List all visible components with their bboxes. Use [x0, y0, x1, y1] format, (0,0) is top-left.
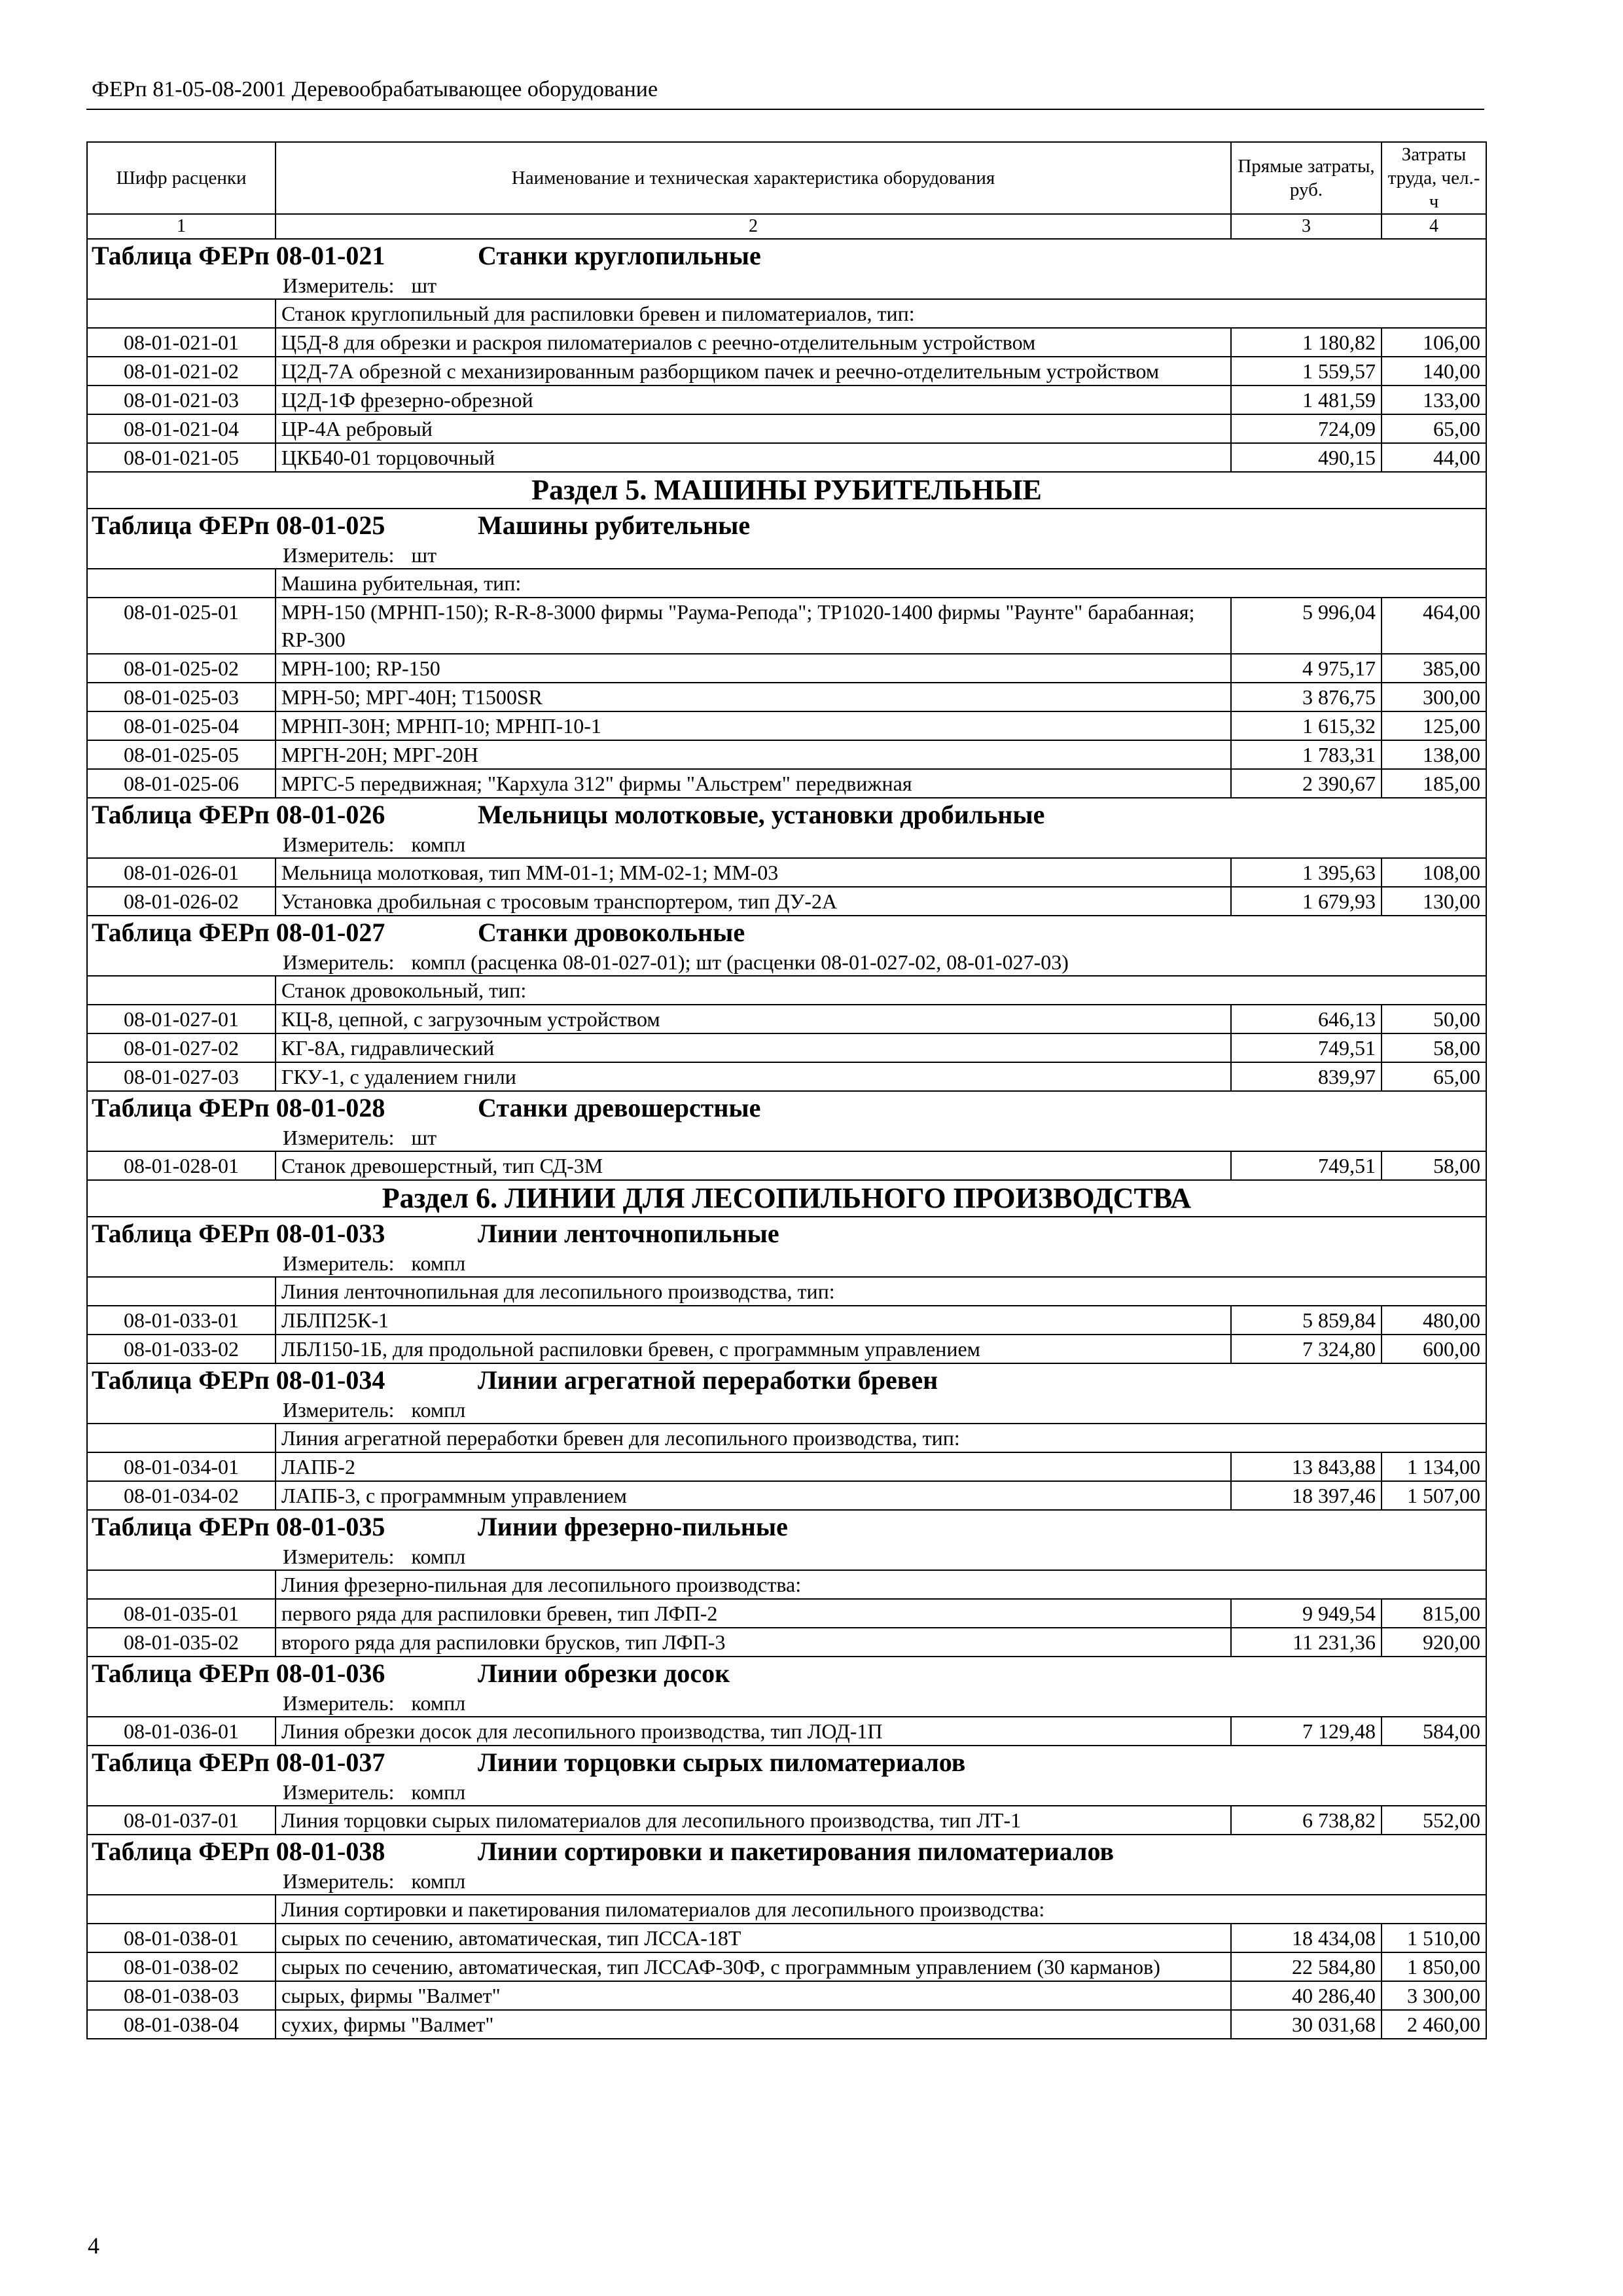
table-row	[87, 1452, 1486, 1481]
column-number: 2	[276, 214, 1231, 239]
unit-row	[87, 831, 1486, 858]
table-title-cell	[87, 1091, 1486, 1124]
table-title-row	[87, 1217, 1486, 1250]
table-title-row	[87, 1835, 1486, 1868]
section-title: Раздел 5. МАШИНЫ РУБИТЕЛЬНЫЕ	[87, 472, 1486, 509]
table-row	[87, 1062, 1486, 1091]
table-code: Таблица ФЕРп 08-01-033	[92, 1219, 385, 1248]
table-row	[87, 711, 1486, 740]
labor-cost: 50,00	[1382, 1005, 1486, 1033]
labor-cost: 138,00	[1382, 740, 1486, 769]
equipment-name: МРНП-30Н; МРНП-10; МРНП-10-1	[276, 711, 1231, 740]
equipment-name: КГ-8А, гидравлический	[276, 1033, 1231, 1062]
table-title-row	[87, 1363, 1486, 1397]
table-title: Мельницы молотковые, установки дробильные	[478, 800, 1045, 829]
table-code: Таблица ФЕРп 08-01-025	[92, 511, 385, 540]
labor-cost: 600,00	[1382, 1335, 1486, 1363]
direct-cost: 3 876,75	[1231, 683, 1382, 711]
direct-cost: 1 481,59	[1231, 386, 1382, 414]
direct-cost: 646,13	[1231, 1005, 1382, 1033]
equipment-name: Линия обрезки досок для лесопильного производства, тип ЛОД-1П	[276, 1717, 1231, 1746]
subheading-row	[87, 1424, 1486, 1452]
unit-cell	[87, 272, 1486, 299]
labor-cost: 920,00	[1382, 1628, 1486, 1657]
section-title-row	[87, 1180, 1486, 1217]
table-title-cell	[87, 1657, 1486, 1690]
unit-label: Измеритель:	[283, 274, 395, 297]
rate-code: 08-01-025-05	[87, 740, 276, 769]
table-code: Таблица ФЕРп 08-01-028	[92, 1093, 385, 1122]
unit-label: Измеритель:	[283, 1251, 395, 1275]
direct-cost: 749,51	[1231, 1151, 1382, 1180]
rate-code: 08-01-034-01	[87, 1452, 276, 1481]
unit-cell	[87, 1779, 1486, 1806]
equipment-name: Ц5Д-8 для обрезки и раскроя пиломатериалов с реечно-отделительным устройством	[276, 328, 1231, 357]
table-row	[87, 1599, 1486, 1628]
direct-cost: 6 738,82	[1231, 1806, 1382, 1835]
rate-code: 08-01-026-01	[87, 858, 276, 887]
equipment-name: второго ряда для распиловки брусков, тип ЛФП-3	[276, 1628, 1231, 1657]
subheading-text: Станок дровокольный, тип:	[276, 976, 1486, 1005]
labor-cost: 185,00	[1382, 769, 1486, 798]
unit-row	[87, 542, 1486, 569]
subheading-row	[87, 1277, 1486, 1306]
rate-code: 08-01-036-01	[87, 1717, 276, 1746]
table-row	[87, 1151, 1486, 1180]
rate-code: 08-01-035-01	[87, 1599, 276, 1628]
labor-cost: 130,00	[1382, 887, 1486, 916]
labor-cost: 106,00	[1382, 328, 1486, 357]
unit-value: компл	[411, 1398, 466, 1422]
direct-cost: 18 434,08	[1231, 1924, 1382, 1952]
subheading-text: Линия фрезерно-пильная для лесопильного производства:	[276, 1570, 1486, 1599]
direct-cost: 11 231,36	[1231, 1628, 1382, 1657]
table-title-cell	[87, 1746, 1486, 1779]
table-row	[87, 2010, 1486, 2039]
unit-value: компл	[411, 1869, 466, 1893]
labor-cost: 1 507,00	[1382, 1481, 1486, 1510]
table-code: Таблица ФЕРп 08-01-036	[92, 1659, 385, 1688]
subheading-spacer	[87, 299, 276, 328]
equipment-name: ЛБЛ150-1Б, для продольной распиловки бревен, с программным управлением	[276, 1335, 1231, 1363]
unit-value: компл	[411, 1251, 466, 1275]
direct-cost: 1 559,57	[1231, 357, 1382, 386]
table-title: Линии торцовки сырых пиломатериалов	[478, 1748, 966, 1777]
column-header-cost: Прямые затраты, руб.	[1231, 142, 1382, 214]
unit-value: компл (расценка 08-01-027-01); шт (расценки 08-01-027-02, 08-01-027-03)	[411, 950, 1069, 974]
table-title-cell	[87, 1363, 1486, 1397]
table-title-row	[87, 509, 1486, 542]
table-title-row	[87, 1510, 1486, 1543]
direct-cost: 1 783,31	[1231, 740, 1382, 769]
unit-cell	[87, 1124, 1486, 1151]
direct-cost: 5 996,04	[1231, 598, 1382, 654]
direct-cost: 490,15	[1231, 443, 1382, 472]
unit-row	[87, 1124, 1486, 1151]
table-row	[87, 357, 1486, 386]
equipment-name: МРН-50; МРГ-40Н; Т1500SR	[276, 683, 1231, 711]
rate-code: 08-01-038-04	[87, 2010, 276, 2039]
direct-cost: 749,51	[1231, 1033, 1382, 1062]
table-row	[87, 414, 1486, 443]
direct-cost: 724,09	[1231, 414, 1382, 443]
table-code: Таблица ФЕРп 08-01-021	[92, 241, 385, 270]
rate-code: 08-01-021-01	[87, 328, 276, 357]
unit-value: компл	[411, 1780, 466, 1804]
unit-label: Измеритель:	[283, 1398, 395, 1422]
table-row	[87, 683, 1486, 711]
unit-label: Измеритель:	[283, 543, 395, 567]
table-title-cell	[87, 509, 1486, 542]
unit-label: Измеритель:	[283, 1780, 395, 1804]
unit-row	[87, 272, 1486, 299]
rate-code: 08-01-038-01	[87, 1924, 276, 1952]
unit-row	[87, 949, 1486, 976]
table-title-row	[87, 798, 1486, 831]
table-code: Таблица ФЕРп 08-01-035	[92, 1512, 385, 1541]
table-code: Таблица ФЕРп 08-01-038	[92, 1837, 385, 1866]
equipment-name: МРН-150 (МРНП-150); R-R-8-3000 фирмы "Раума-Реподa"; ТР1020-1400 фирмы "Раунте" барабанная; RP-300	[276, 598, 1231, 654]
table-row	[87, 769, 1486, 798]
labor-cost: 44,00	[1382, 443, 1486, 472]
rate-code: 08-01-025-02	[87, 654, 276, 683]
unit-value: шт	[411, 274, 437, 297]
labor-cost: 3 300,00	[1382, 1981, 1486, 2010]
table-title-cell	[87, 239, 1486, 272]
table-code: Таблица ФЕРп 08-01-027	[92, 918, 385, 947]
unit-row	[87, 1868, 1486, 1895]
labor-cost: 815,00	[1382, 1599, 1486, 1628]
rate-code: 08-01-038-03	[87, 1981, 276, 2010]
equipment-name: КЦ-8, цепной, с загрузочным устройством	[276, 1005, 1231, 1033]
equipment-name: МРГН-20Н; МРГ-20Н	[276, 740, 1231, 769]
subheading-text: Машина рубительная, тип:	[276, 569, 1486, 598]
rate-code: 08-01-021-04	[87, 414, 276, 443]
labor-cost: 58,00	[1382, 1151, 1486, 1180]
rate-code: 08-01-025-06	[87, 769, 276, 798]
table-row	[87, 1924, 1486, 1952]
table-title-cell	[87, 1217, 1486, 1250]
column-header-code: Шифр расценки	[87, 142, 276, 214]
subheading-spacer	[87, 1277, 276, 1306]
table-title-row	[87, 1746, 1486, 1779]
rate-code: 08-01-035-02	[87, 1628, 276, 1657]
rate-code: 08-01-038-02	[87, 1952, 276, 1981]
subheading-text: Линия агрегатной переработки бревен для лесопильного производства, тип:	[276, 1424, 1486, 1452]
table-row	[87, 1952, 1486, 1981]
labor-cost: 65,00	[1382, 414, 1486, 443]
direct-cost: 1 615,32	[1231, 711, 1382, 740]
table-title-cell	[87, 916, 1486, 949]
rate-code: 08-01-021-03	[87, 386, 276, 414]
unit-cell	[87, 1543, 1486, 1570]
labor-cost: 1 510,00	[1382, 1924, 1486, 1952]
labor-cost: 140,00	[1382, 357, 1486, 386]
labor-cost: 133,00	[1382, 386, 1486, 414]
table-row	[87, 1033, 1486, 1062]
equipment-name: сырых по сечению, автоматическая, тип ЛССАФ-30Ф, с программным управлением (30 карманов)	[276, 1952, 1231, 1981]
equipment-name: МРГС-5 передвижная; "Кархула 312" фирмы "Альстрем" передвижная	[276, 769, 1231, 798]
direct-cost: 2 390,67	[1231, 769, 1382, 798]
table-title: Линии фрезерно-пильные	[478, 1512, 788, 1541]
table-code: Таблица ФЕРп 08-01-037	[92, 1748, 385, 1777]
table-code: Таблица ФЕРп 08-01-026	[92, 800, 385, 829]
table-title: Станки древошерстные	[478, 1093, 761, 1122]
unit-cell	[87, 1690, 1486, 1717]
table-title: Линии агрегатной переработки бревен	[478, 1365, 938, 1395]
table-row	[87, 1306, 1486, 1335]
unit-value: компл	[411, 1545, 466, 1568]
direct-cost: 30 031,68	[1231, 2010, 1382, 2039]
unit-row	[87, 1543, 1486, 1570]
rate-code: 08-01-034-02	[87, 1481, 276, 1510]
equipment-name: ЦР-4А ребровый	[276, 414, 1231, 443]
table-row	[87, 654, 1486, 683]
unit-label: Измеритель:	[283, 1545, 395, 1568]
unit-label: Измеритель:	[283, 950, 395, 974]
table-row	[87, 443, 1486, 472]
subheading-row	[87, 299, 1486, 328]
subheading-row	[87, 976, 1486, 1005]
rate-code: 08-01-027-01	[87, 1005, 276, 1033]
direct-cost: 1 679,93	[1231, 887, 1382, 916]
column-number-row	[87, 214, 1486, 239]
labor-cost: 552,00	[1382, 1806, 1486, 1835]
table-row	[87, 740, 1486, 769]
table-title-cell	[87, 1510, 1486, 1543]
equipment-name: Мельница молотковая, тип ММ-01-1; ММ-02-1; ММ-03	[276, 858, 1231, 887]
direct-cost: 13 843,88	[1231, 1452, 1382, 1481]
labor-cost: 464,00	[1382, 598, 1486, 654]
table-title-row	[87, 1657, 1486, 1690]
unit-value: шт	[411, 543, 437, 567]
direct-cost: 1 180,82	[1231, 328, 1382, 357]
direct-cost: 839,97	[1231, 1062, 1382, 1091]
direct-cost: 4 975,17	[1231, 654, 1382, 683]
unit-label: Измеритель:	[283, 1869, 395, 1893]
unit-row	[87, 1779, 1486, 1806]
subheading-text: Линия сортировки и пакетирования пиломатериалов для лесопильного производства:	[276, 1895, 1486, 1924]
equipment-name: первого ряда для распиловки бревен, тип ЛФП-2	[276, 1599, 1231, 1628]
labor-cost: 584,00	[1382, 1717, 1486, 1746]
subheading-row	[87, 569, 1486, 598]
rate-code: 08-01-021-02	[87, 357, 276, 386]
labor-cost: 58,00	[1382, 1033, 1486, 1062]
table-row	[87, 1005, 1486, 1033]
equipment-name: ЛАПБ-2	[276, 1452, 1231, 1481]
table-row	[87, 1481, 1486, 1510]
direct-cost: 18 397,46	[1231, 1481, 1382, 1510]
rate-code: 08-01-027-02	[87, 1033, 276, 1062]
subheading-row	[87, 1570, 1486, 1599]
labor-cost: 125,00	[1382, 711, 1486, 740]
subheading-spacer	[87, 1895, 276, 1924]
table-row	[87, 1335, 1486, 1363]
table-title: Линии обрезки досок	[478, 1659, 730, 1688]
equipment-name: сухих, фирмы "Валмет"	[276, 2010, 1231, 2039]
column-number: 1	[87, 214, 276, 239]
unit-cell	[87, 1868, 1486, 1895]
table-row	[87, 1717, 1486, 1746]
table-row	[87, 386, 1486, 414]
unit-cell	[87, 831, 1486, 858]
equipment-name: МРН-100; RP-150	[276, 654, 1231, 683]
rate-code: 08-01-033-01	[87, 1306, 276, 1335]
rate-code: 08-01-026-02	[87, 887, 276, 916]
subheading-spacer	[87, 976, 276, 1005]
direct-cost: 5 859,84	[1231, 1306, 1382, 1335]
direct-cost: 9 949,54	[1231, 1599, 1382, 1628]
direct-cost: 7 324,80	[1231, 1335, 1382, 1363]
labor-cost: 108,00	[1382, 858, 1486, 887]
table-title: Станки круглопильные	[478, 241, 761, 270]
unit-label: Измеритель:	[283, 1126, 395, 1149]
unit-cell	[87, 949, 1486, 976]
table-row	[87, 598, 1486, 654]
table-row	[87, 887, 1486, 916]
equipment-name: ЛАПБ-3, с программным управлением	[276, 1481, 1231, 1510]
table-title: Линии сортировки и пакетирования пиломатериалов	[478, 1837, 1115, 1866]
subheading-text: Линия ленточнопильная для лесопильного производства, тип:	[276, 1277, 1486, 1306]
rate-code: 08-01-028-01	[87, 1151, 276, 1180]
column-header-name: Наименование и техническая характеристика оборудования	[276, 142, 1231, 214]
direct-cost: 40 286,40	[1231, 1981, 1382, 2010]
page-number: 4	[88, 2233, 99, 2259]
unit-cell	[87, 542, 1486, 569]
labor-cost: 2 460,00	[1382, 2010, 1486, 2039]
subheading-row	[87, 1895, 1486, 1924]
rate-code: 08-01-027-03	[87, 1062, 276, 1091]
equipment-name: Ц2Д-7А обрезной с механизированным разборщиком пачек и реечно-отделительным устройством	[276, 357, 1231, 386]
unit-value: компл	[411, 1691, 466, 1715]
rate-code: 08-01-021-05	[87, 443, 276, 472]
labor-cost: 1 134,00	[1382, 1452, 1486, 1481]
unit-row	[87, 1690, 1486, 1717]
table-title: Станки дровокольные	[478, 918, 745, 947]
table-code: Таблица ФЕРп 08-01-034	[92, 1365, 385, 1395]
table-title-row	[87, 239, 1486, 272]
subheading-spacer	[87, 569, 276, 598]
rate-code: 08-01-033-02	[87, 1335, 276, 1363]
equipment-name: Линия торцовки сырых пиломатериалов для лесопильного производства, тип ЛТ-1	[276, 1806, 1231, 1835]
equipment-name: ЦКБ40-01 торцовочный	[276, 443, 1231, 472]
rate-code: 08-01-025-01	[87, 598, 276, 654]
equipment-name: Ц2Д-1Ф фрезерно-обрезной	[276, 386, 1231, 414]
column-header-labor: Затраты труда, чел.-ч	[1382, 142, 1486, 214]
unit-label: Измеритель:	[283, 1691, 395, 1715]
subheading-spacer	[87, 1570, 276, 1599]
rates-table	[86, 141, 1487, 2039]
table-title: Машины рубительные	[478, 511, 751, 540]
unit-row	[87, 1250, 1486, 1277]
unit-value: компл	[411, 833, 466, 856]
table-header-row	[87, 142, 1486, 214]
section-title-row	[87, 472, 1486, 509]
table-row	[87, 858, 1486, 887]
unit-cell	[87, 1250, 1486, 1277]
table-title-row	[87, 916, 1486, 949]
labor-cost: 1 850,00	[1382, 1952, 1486, 1981]
table-title-row	[87, 1091, 1486, 1124]
table-title-cell	[87, 1835, 1486, 1868]
unit-value: шт	[411, 1126, 437, 1149]
unit-row	[87, 1397, 1486, 1424]
table-row	[87, 1628, 1486, 1657]
equipment-name: сырых, фирмы "Валмет"	[276, 1981, 1231, 2010]
header-divider	[86, 109, 1484, 110]
subheading-spacer	[87, 1424, 276, 1452]
equipment-name: ГКУ-1, с удалением гнили	[276, 1062, 1231, 1091]
table-row	[87, 1806, 1486, 1835]
equipment-name: сырых по сечению, автоматическая, тип ЛССА-18Т	[276, 1924, 1231, 1952]
table-title-cell	[87, 798, 1486, 831]
labor-cost: 65,00	[1382, 1062, 1486, 1091]
table-row	[87, 328, 1486, 357]
equipment-name: Станок древошерстный, тип СД-3М	[276, 1151, 1231, 1180]
direct-cost: 1 395,63	[1231, 858, 1382, 887]
rate-code: 08-01-025-03	[87, 683, 276, 711]
direct-cost: 22 584,80	[1231, 1952, 1382, 1981]
equipment-name: ЛБЛП25К-1	[276, 1306, 1231, 1335]
rate-code: 08-01-037-01	[87, 1806, 276, 1835]
direct-cost: 7 129,48	[1231, 1717, 1382, 1746]
subheading-text: Станок круглопильный для распиловки бревен и пиломатериалов, тип:	[276, 299, 1486, 328]
table-row	[87, 1981, 1486, 2010]
labor-cost: 300,00	[1382, 683, 1486, 711]
unit-label: Измеритель:	[283, 833, 395, 856]
column-number: 4	[1382, 214, 1486, 239]
labor-cost: 385,00	[1382, 654, 1486, 683]
equipment-name: Установка дробильная с тросовым транспортером, тип ДУ-2А	[276, 887, 1231, 916]
column-number: 3	[1231, 214, 1382, 239]
rate-code: 08-01-025-04	[87, 711, 276, 740]
table-title: Линии ленточнопильные	[478, 1219, 779, 1248]
document-header-title: ФЕРп 81-05-08-2001 Деревообрабатывающее оборудование	[92, 77, 658, 101]
unit-cell	[87, 1397, 1486, 1424]
section-title: Раздел 6. ЛИНИИ ДЛЯ ЛЕСОПИЛЬНОГО ПРОИЗВОДСТВА	[87, 1180, 1486, 1217]
labor-cost: 480,00	[1382, 1306, 1486, 1335]
